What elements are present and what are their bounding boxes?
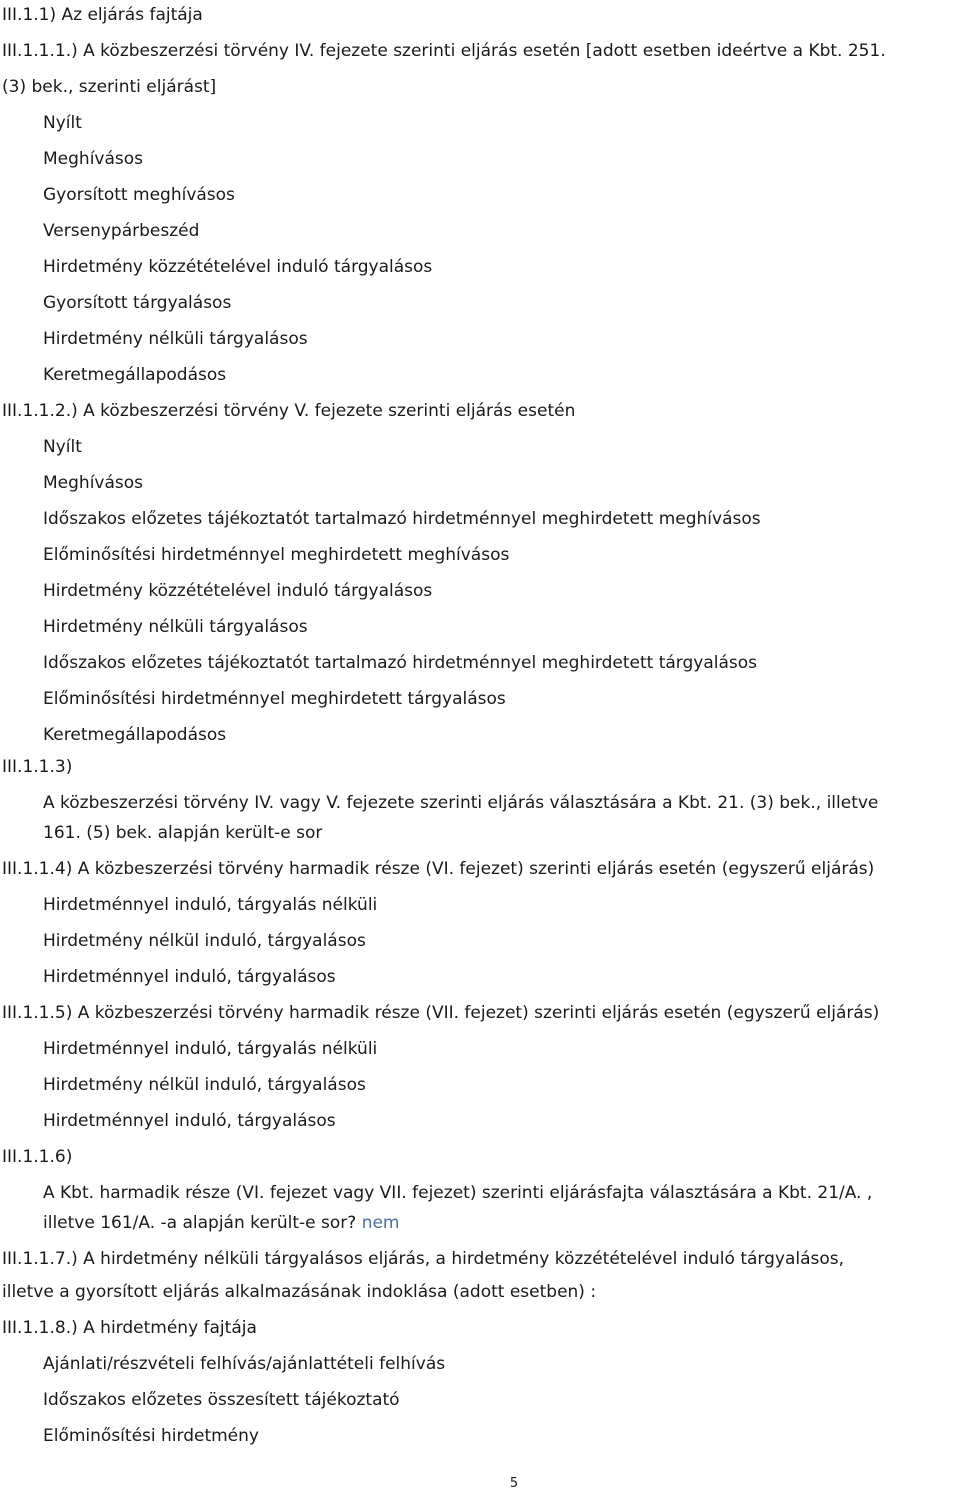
heading-6: III.1.1.6)	[2, 1147, 73, 1167]
list-item: Hirdetmény nélkül induló, tárgyalásos	[43, 1075, 366, 1095]
paragraph-6-question: illetve 161/A. -a alapján került-e sor?	[43, 1213, 362, 1233]
answer-value: nem	[361, 1213, 400, 1233]
list-item: Időszakos előzetes összesített tájékoztató	[43, 1390, 400, 1410]
heading-7-line2: illetve a gyorsított eljárás alkalmazásának indoklása (adott esetben) :	[2, 1282, 597, 1302]
list-item: Hirdetmény közzétételével induló tárgyalásos	[43, 257, 433, 277]
heading-3: III.1.1.3)	[2, 757, 73, 777]
list-item: Gyorsított tárgyalásos	[43, 293, 232, 313]
heading-7-line1: III.1.1.7.) A hirdetmény nélküli tárgyalásos eljárás, a hirdetmény közzétételével induló tárgyalásos,	[2, 1249, 845, 1269]
section-title: III.1.1) Az eljárás fajtája	[2, 5, 203, 25]
list-item: Keretmegállapodásos	[43, 725, 227, 745]
list-item: Hirdetmény nélküli tárgyalásos	[43, 617, 308, 637]
heading-1-line1: III.1.1.1.) A közbeszerzési törvény IV. fejezete szerinti eljárás esetén [adott esetben ideértve a Kbt. 251.	[2, 41, 886, 61]
heading-2: III.1.1.2.) A közbeszerzési törvény V. fejezete szerinti eljárás esetén	[2, 401, 576, 421]
heading-8: III.1.1.8.) A hirdetmény fajtája	[2, 1318, 257, 1338]
paragraph-3-line1: A közbeszerzési törvény IV. vagy V. fejezete szerinti eljárás választására a Kbt. 21. (3) bek., illetve	[43, 793, 879, 813]
heading-4: III.1.1.4) A közbeszerzési törvény harmadik része (VI. fejezet) szerinti eljárás esetén (egyszerű eljárás)	[2, 859, 875, 879]
list-item: Előminősítési hirdetménnyel meghirdetett meghívásos	[43, 545, 510, 565]
list-item: Meghívásos	[43, 149, 144, 169]
list-item: Hirdetmény nélküli tárgyalásos	[43, 329, 308, 349]
paragraph-6-line2	[43, 1211, 399, 1235]
paragraph-6-line1: A Kbt. harmadik része (VI. fejezet vagy VII. fejezet) szerinti eljárásfajta választására a Kbt. 21/A. ,	[43, 1183, 873, 1203]
list-item: Időszakos előzetes tájékoztatót tartalmazó hirdetménnyel meghirdetett meghívásos	[43, 509, 761, 529]
list-item: Előminősítési hirdetmény	[43, 1426, 259, 1446]
list-item: Keretmegállapodásos	[43, 365, 227, 385]
list-item: Hirdetménnyel induló, tárgyalás nélküli	[43, 895, 378, 915]
list-item: Nyílt	[43, 113, 82, 133]
list-item: Hirdetménnyel induló, tárgyalásos	[43, 967, 336, 987]
list-item: Gyorsított meghívásos	[43, 185, 235, 205]
list-item: Előminősítési hirdetménnyel meghirdetett tárgyalásos	[43, 689, 506, 709]
page-number: 5	[509, 1476, 519, 1491]
list-item: Meghívásos	[43, 473, 144, 493]
list-item: Ajánlati/részvételi felhívás/ajánlattételi felhívás	[43, 1354, 446, 1374]
list-item: Hirdetmény nélkül induló, tárgyalásos	[43, 931, 366, 951]
heading-1-line2: (3) bek., szerinti eljárást]	[2, 77, 217, 97]
list-item: Hirdetménnyel induló, tárgyalás nélküli	[43, 1039, 378, 1059]
list-item: Nyílt	[43, 437, 82, 457]
list-item: Hirdetménnyel induló, tárgyalásos	[43, 1111, 336, 1131]
paragraph-3-line2: 161. (5) bek. alapján került-e sor	[43, 823, 323, 843]
list-item: Versenypárbeszéd	[43, 221, 200, 241]
list-item: Hirdetmény közzétételével induló tárgyalásos	[43, 581, 433, 601]
heading-5: III.1.1.5) A közbeszerzési törvény harmadik része (VII. fejezet) szerinti eljárás esetén (egyszerű eljárás)	[2, 1003, 880, 1023]
list-item: Időszakos előzetes tájékoztatót tartalmazó hirdetménnyel meghirdetett tárgyalásos	[43, 653, 758, 673]
